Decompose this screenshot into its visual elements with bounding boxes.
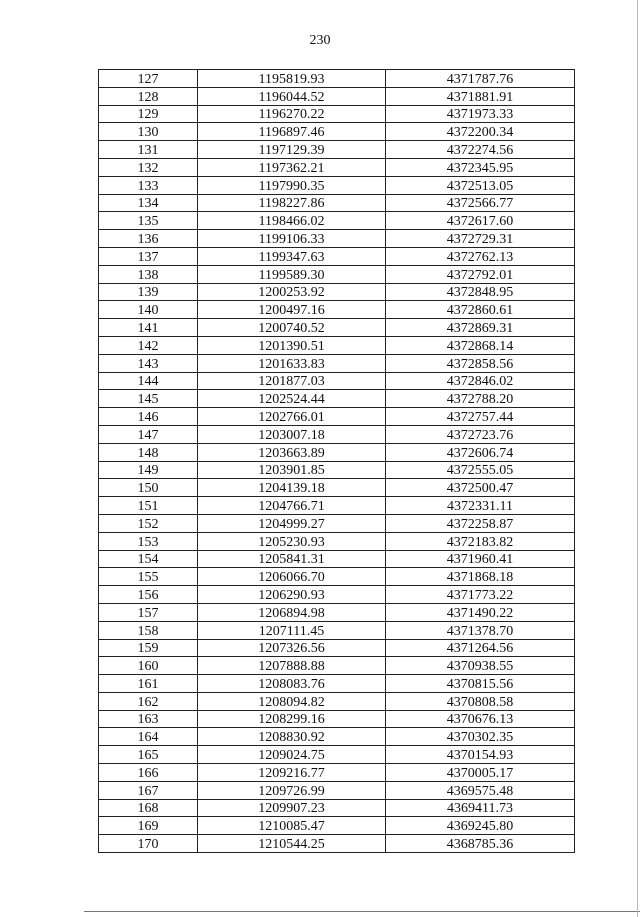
y-coordinate-cell: 4372331.11	[386, 497, 575, 515]
y-coordinate-cell: 4371787.76	[386, 70, 575, 88]
x-coordinate-cell: 1203901.85	[198, 461, 386, 479]
x-coordinate-cell: 1202524.44	[198, 390, 386, 408]
y-coordinate-cell: 4372345.95	[386, 158, 575, 176]
point-number-cell: 168	[99, 799, 198, 817]
table-row	[99, 764, 575, 782]
table-row	[99, 70, 575, 88]
x-coordinate-cell: 1206066.70	[198, 568, 386, 586]
x-coordinate-cell: 1210085.47	[198, 817, 386, 835]
x-coordinate-cell: 1200253.92	[198, 283, 386, 301]
point-number-cell: 163	[99, 710, 198, 728]
coordinates-table	[98, 69, 575, 853]
y-coordinate-cell: 4370005.17	[386, 764, 575, 782]
table-row	[99, 176, 575, 194]
x-coordinate-cell: 1210544.25	[198, 835, 386, 853]
x-coordinate-cell: 1208083.76	[198, 675, 386, 693]
x-coordinate-cell: 1207111.45	[198, 621, 386, 639]
y-coordinate-cell: 4372555.05	[386, 461, 575, 479]
y-coordinate-cell: 4372846.02	[386, 372, 575, 390]
point-number-cell: 162	[99, 692, 198, 710]
table-row	[99, 123, 575, 141]
x-coordinate-cell: 1201390.51	[198, 336, 386, 354]
x-coordinate-cell: 1201877.03	[198, 372, 386, 390]
y-coordinate-cell: 4370676.13	[386, 710, 575, 728]
point-number-cell: 129	[99, 105, 198, 123]
table-row	[99, 692, 575, 710]
page-bottom-edge	[84, 911, 640, 912]
point-number-cell: 138	[99, 265, 198, 283]
page-right-edge	[637, 0, 638, 917]
x-coordinate-cell: 1206290.93	[198, 586, 386, 604]
x-coordinate-cell: 1209024.75	[198, 746, 386, 764]
x-coordinate-cell: 1199347.63	[198, 247, 386, 265]
table-row	[99, 372, 575, 390]
table-row	[99, 568, 575, 586]
table-row	[99, 141, 575, 159]
point-number-cell: 159	[99, 639, 198, 657]
table-row	[99, 746, 575, 764]
x-coordinate-cell: 1205230.93	[198, 532, 386, 550]
y-coordinate-cell: 4368785.36	[386, 835, 575, 853]
y-coordinate-cell: 4371773.22	[386, 586, 575, 604]
table-row	[99, 657, 575, 675]
point-number-cell: 144	[99, 372, 198, 390]
y-coordinate-cell: 4372869.31	[386, 319, 575, 337]
y-coordinate-cell: 4372792.01	[386, 265, 575, 283]
point-number-cell: 149	[99, 461, 198, 479]
x-coordinate-cell: 1209216.77	[198, 764, 386, 782]
x-coordinate-cell: 1200740.52	[198, 319, 386, 337]
table-row	[99, 87, 575, 105]
y-coordinate-cell: 4372868.14	[386, 336, 575, 354]
table-row	[99, 194, 575, 212]
point-number-cell: 130	[99, 123, 198, 141]
y-coordinate-cell: 4369411.73	[386, 799, 575, 817]
x-coordinate-cell: 1199106.33	[198, 230, 386, 248]
x-coordinate-cell: 1206894.98	[198, 603, 386, 621]
page-number: 230	[309, 33, 331, 48]
y-coordinate-cell: 4371868.18	[386, 568, 575, 586]
x-coordinate-cell: 1201633.83	[198, 354, 386, 372]
table-row	[99, 461, 575, 479]
point-number-cell: 157	[99, 603, 198, 621]
point-number-cell: 166	[99, 764, 198, 782]
point-number-cell: 160	[99, 657, 198, 675]
table-row	[99, 710, 575, 728]
y-coordinate-cell: 4372513.05	[386, 176, 575, 194]
table-row	[99, 603, 575, 621]
point-number-cell: 164	[99, 728, 198, 746]
x-coordinate-cell: 1208094.82	[198, 692, 386, 710]
table-row	[99, 497, 575, 515]
point-number-cell: 127	[99, 70, 198, 88]
table-row	[99, 728, 575, 746]
y-coordinate-cell: 4372500.47	[386, 479, 575, 497]
y-coordinate-cell: 4371973.33	[386, 105, 575, 123]
y-coordinate-cell: 4372723.76	[386, 425, 575, 443]
table-row	[99, 265, 575, 283]
point-number-cell: 150	[99, 479, 198, 497]
table-row	[99, 514, 575, 532]
x-coordinate-cell: 1204139.18	[198, 479, 386, 497]
table-row	[99, 425, 575, 443]
point-number-cell: 151	[99, 497, 198, 515]
point-number-cell: 152	[99, 514, 198, 532]
point-number-cell: 133	[99, 176, 198, 194]
x-coordinate-cell: 1205841.31	[198, 550, 386, 568]
y-coordinate-cell: 4371960.41	[386, 550, 575, 568]
point-number-cell: 139	[99, 283, 198, 301]
x-coordinate-cell: 1202766.01	[198, 408, 386, 426]
y-coordinate-cell: 4370808.58	[386, 692, 575, 710]
table-row	[99, 532, 575, 550]
point-number-cell: 128	[99, 87, 198, 105]
x-coordinate-cell: 1207326.56	[198, 639, 386, 657]
y-coordinate-cell: 4371881.91	[386, 87, 575, 105]
table-row	[99, 675, 575, 693]
table-row	[99, 586, 575, 604]
table-row	[99, 319, 575, 337]
x-coordinate-cell: 1196897.46	[198, 123, 386, 141]
point-number-cell: 137	[99, 247, 198, 265]
x-coordinate-cell: 1209726.99	[198, 781, 386, 799]
point-number-cell: 146	[99, 408, 198, 426]
y-coordinate-cell: 4371378.70	[386, 621, 575, 639]
table-body	[99, 70, 575, 853]
x-coordinate-cell: 1196044.52	[198, 87, 386, 105]
y-coordinate-cell: 4372566.77	[386, 194, 575, 212]
point-number-cell: 153	[99, 532, 198, 550]
table-row	[99, 550, 575, 568]
table-row	[99, 336, 575, 354]
x-coordinate-cell: 1198227.86	[198, 194, 386, 212]
y-coordinate-cell: 4372729.31	[386, 230, 575, 248]
y-coordinate-cell: 4372762.13	[386, 247, 575, 265]
y-coordinate-cell: 4370302.35	[386, 728, 575, 746]
y-coordinate-cell: 4370938.55	[386, 657, 575, 675]
point-number-cell: 140	[99, 301, 198, 319]
x-coordinate-cell: 1203007.18	[198, 425, 386, 443]
y-coordinate-cell: 4372858.56	[386, 354, 575, 372]
table-row	[99, 247, 575, 265]
y-coordinate-cell: 4371264.56	[386, 639, 575, 657]
table-row	[99, 781, 575, 799]
point-number-cell: 145	[99, 390, 198, 408]
y-coordinate-cell: 4372258.87	[386, 514, 575, 532]
point-number-cell: 169	[99, 817, 198, 835]
y-coordinate-cell: 4370154.93	[386, 746, 575, 764]
y-coordinate-cell: 4372274.56	[386, 141, 575, 159]
point-number-cell: 165	[99, 746, 198, 764]
x-coordinate-cell: 1197362.21	[198, 158, 386, 176]
y-coordinate-cell: 4372848.95	[386, 283, 575, 301]
point-number-cell: 134	[99, 194, 198, 212]
point-number-cell: 170	[99, 835, 198, 853]
point-number-cell: 147	[99, 425, 198, 443]
point-number-cell: 148	[99, 443, 198, 461]
table-row	[99, 105, 575, 123]
table-row	[99, 799, 575, 817]
table-row	[99, 817, 575, 835]
table-row	[99, 639, 575, 657]
x-coordinate-cell: 1200497.16	[198, 301, 386, 319]
point-number-cell: 156	[99, 586, 198, 604]
y-coordinate-cell: 4372860.61	[386, 301, 575, 319]
table-row	[99, 354, 575, 372]
x-coordinate-cell: 1208830.92	[198, 728, 386, 746]
x-coordinate-cell: 1196270.22	[198, 105, 386, 123]
x-coordinate-cell: 1209907.23	[198, 799, 386, 817]
point-number-cell: 154	[99, 550, 198, 568]
y-coordinate-cell: 4372788.20	[386, 390, 575, 408]
table-row	[99, 230, 575, 248]
y-coordinate-cell: 4370815.56	[386, 675, 575, 693]
x-coordinate-cell: 1198466.02	[198, 212, 386, 230]
point-number-cell: 131	[99, 141, 198, 159]
point-number-cell: 132	[99, 158, 198, 176]
point-number-cell: 161	[99, 675, 198, 693]
y-coordinate-cell: 4369245.80	[386, 817, 575, 835]
table-row	[99, 443, 575, 461]
point-number-cell: 141	[99, 319, 198, 337]
x-coordinate-cell: 1195819.93	[198, 70, 386, 88]
x-coordinate-cell: 1203663.89	[198, 443, 386, 461]
point-number-cell: 142	[99, 336, 198, 354]
y-coordinate-cell: 4369575.48	[386, 781, 575, 799]
x-coordinate-cell: 1208299.16	[198, 710, 386, 728]
y-coordinate-cell: 4372606.74	[386, 443, 575, 461]
table-row	[99, 301, 575, 319]
table-row	[99, 390, 575, 408]
x-coordinate-cell: 1204999.27	[198, 514, 386, 532]
point-number-cell: 155	[99, 568, 198, 586]
x-coordinate-cell: 1197990.35	[198, 176, 386, 194]
table-row	[99, 835, 575, 853]
y-coordinate-cell: 4372757.44	[386, 408, 575, 426]
table-row	[99, 158, 575, 176]
y-coordinate-cell: 4372183.82	[386, 532, 575, 550]
table-row	[99, 283, 575, 301]
table-row	[99, 408, 575, 426]
point-number-cell: 167	[99, 781, 198, 799]
y-coordinate-cell: 4371490.22	[386, 603, 575, 621]
y-coordinate-cell: 4372200.34	[386, 123, 575, 141]
point-number-cell: 158	[99, 621, 198, 639]
table-row	[99, 479, 575, 497]
x-coordinate-cell: 1199589.30	[198, 265, 386, 283]
point-number-cell: 136	[99, 230, 198, 248]
x-coordinate-cell: 1197129.39	[198, 141, 386, 159]
y-coordinate-cell: 4372617.60	[386, 212, 575, 230]
table-row	[99, 212, 575, 230]
x-coordinate-cell: 1207888.88	[198, 657, 386, 675]
x-coordinate-cell: 1204766.71	[198, 497, 386, 515]
table-row	[99, 621, 575, 639]
point-number-cell: 143	[99, 354, 198, 372]
point-number-cell: 135	[99, 212, 198, 230]
